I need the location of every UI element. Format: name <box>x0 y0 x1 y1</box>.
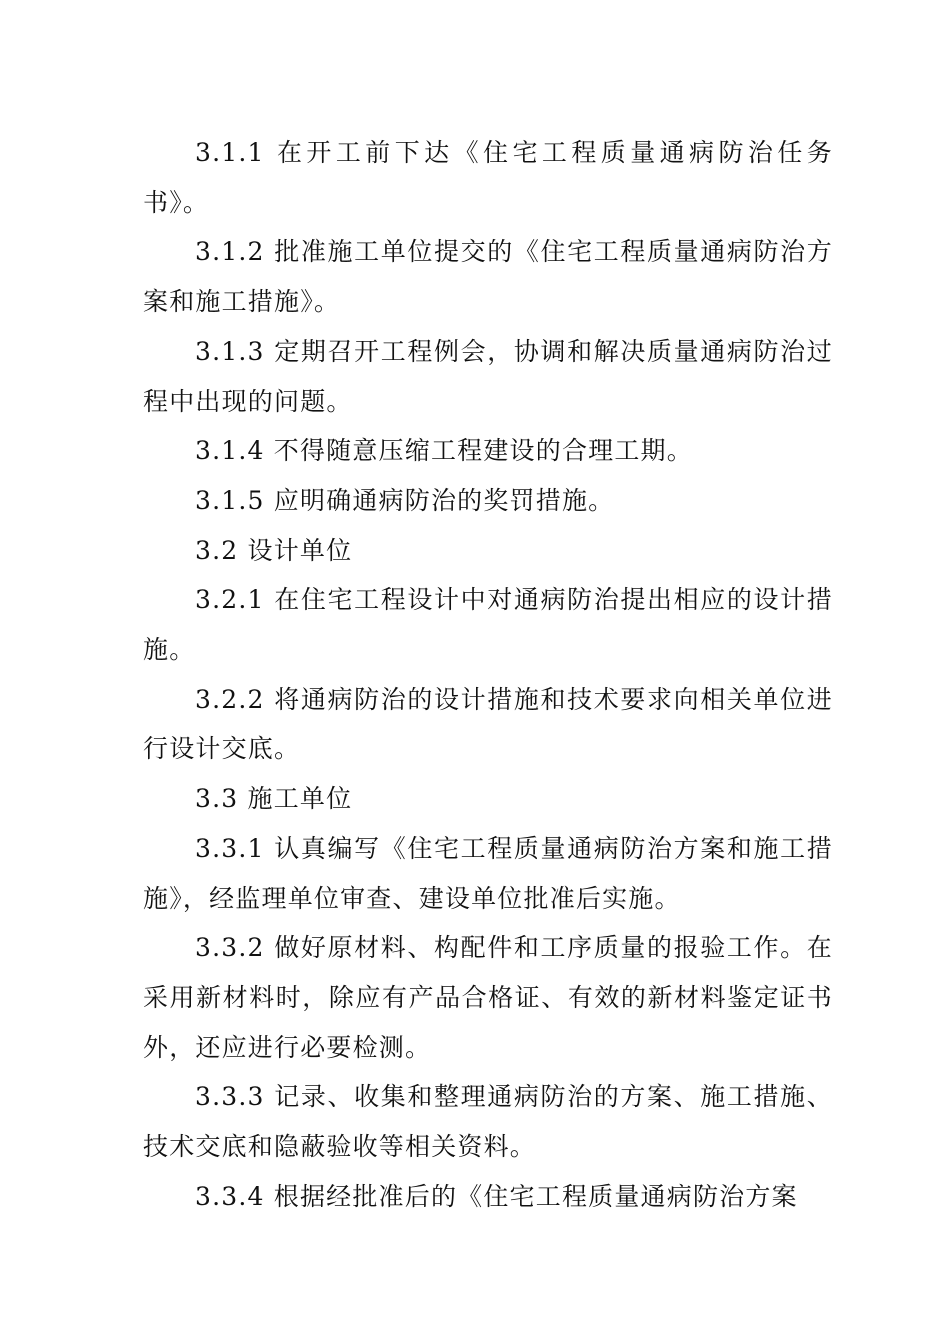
paragraph-3-3-1: 3.3.1 认真编写《住宅工程质量通病防治方案和施工措施》，经监理单位审查、建设单位批准后实施。 <box>143 833 833 913</box>
paragraph-3-1-3: 3.1.3 定期召开工程例会，协调和解决质量通病防治过程中出现的问题。 <box>143 336 833 416</box>
paragraph-3-2-1: 3.2.1 在住宅工程设计中对通病防治提出相应的设计措施。 <box>143 585 833 665</box>
paragraph-3-3-4: 3.3.4 根据经批准后的《住宅工程质量通病防治方案 <box>195 1181 798 1211</box>
document-body <box>143 128 833 1221</box>
paragraph-3-3-2: 3.3.2 做好原材料、构配件和工序质量的报验工作。在采用新材料时，除应有产品合格证、有效的新材料鉴定证书外，还应进行必要检测。 <box>143 933 833 1062</box>
section-heading-3-2: 3.2 设计单位 <box>195 535 353 565</box>
section-heading-3-3: 3.3 施工单位 <box>195 784 353 814</box>
paragraph-3-1-1: 3.1.1 在开工前下达《住宅工程质量通病防治任务书》。 <box>143 138 833 217</box>
paragraph-3-1-4: 3.1.4 不得随意压缩工程建设的合理工期。 <box>195 436 693 466</box>
paragraph-3-3-3: 3.3.3 记录、收集和整理通病防治的方案、施工措施、技术交底和隐蔽验收等相关资料。 <box>143 1082 833 1162</box>
paragraph-3-1-5: 3.1.5 应明确通病防治的奖罚措施。 <box>195 485 615 515</box>
paragraph-3-1-2: 3.1.2 批准施工单位提交的《住宅工程质量通病防治方案和施工措施》。 <box>143 237 833 317</box>
paragraph-3-2-2: 3.2.2 将通病防治的设计措施和技术要求向相关单位进行设计交底。 <box>143 684 833 764</box>
